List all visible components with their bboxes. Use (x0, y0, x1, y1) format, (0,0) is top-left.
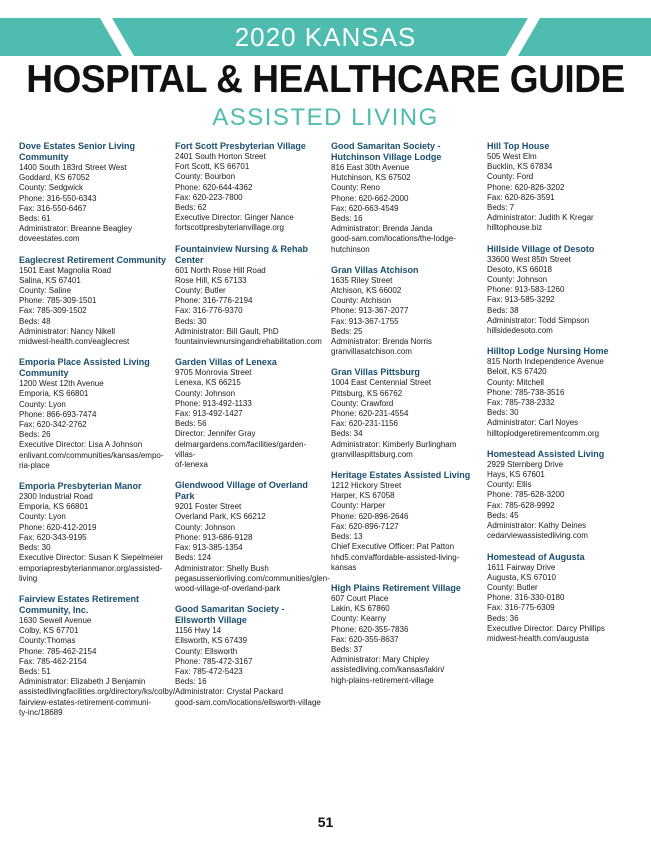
facility-detail: Administrator: Breanne Beagley (19, 224, 132, 234)
facility-detail: Fax: 620-342-2762 (19, 420, 87, 430)
facility-detail: Fax: 913-367-1755 (331, 316, 399, 326)
facility-detail: Harper, KS 67058 (331, 491, 395, 501)
facility-entry (331, 470, 481, 573)
facility-detail: Phone: 785-628-3200 (487, 490, 565, 500)
facility-detail: Beds: 25 (331, 326, 363, 336)
facility-detail: County: Lyon (19, 399, 66, 409)
facility-detail: Executive Director: Susan K Siepelmeier (19, 553, 164, 563)
facility-detail: Phone: 620-644-4362 (175, 182, 253, 192)
facility-detail: County: Johnson (487, 275, 548, 285)
facility-entry (175, 244, 325, 348)
listing-column (19, 141, 176, 801)
facility-name: Good Samaritan Society - Hutchinson Village Lodge (331, 141, 442, 162)
facility-detail: 1501 East Magnolia Road (19, 265, 112, 275)
facility-detail: Phone: 785-309-1501 (19, 296, 97, 306)
facility-name: Hillside Village of Desoto (487, 243, 595, 254)
facility-detail: 1400 South 183rd Street West (19, 163, 127, 172)
facility-detail: 1156 Hwy 14 (175, 626, 222, 636)
facility-detail: Atchison, KS 66002 (331, 286, 402, 296)
facility-entry (487, 552, 637, 645)
facility-detail: Beds: 51 (19, 666, 51, 676)
facility-detail: Desoto, KS 66018 (487, 264, 552, 274)
facility-detail: Beds: 26 (19, 430, 51, 440)
facility-detail: Fax: 913-585-3292 (487, 295, 555, 305)
facility-name: Fort Scott Presbyterian Village (175, 141, 306, 151)
facility-detail: Beds: 45 (487, 510, 519, 520)
facility-name: Hilltop Lodge Nursing Home (487, 346, 609, 357)
facility-detail: Fax: 620-896-7127 (331, 521, 399, 531)
facility-detail: 9705 Monrovia Street (175, 368, 252, 378)
facility-detail: Phone: 620-662-2000 (331, 193, 409, 203)
facility-detail: Phone: 620-412-2019 (19, 522, 97, 532)
facility-detail: Fort Scott, KS 66701 (175, 162, 250, 172)
facility-detail: Phone: 913-583-1260 (487, 285, 565, 295)
listing-column (175, 141, 330, 801)
facility-detail: County: Butler (487, 582, 538, 592)
facility-detail: County: Bourbon (175, 172, 236, 182)
facility-detail: Beds: 38 (487, 305, 519, 315)
facility-detail: Rose Hill, KS 67133 (175, 275, 247, 285)
facility-detail: Phone: 620-826-3202 (487, 182, 565, 192)
facility-name: Emporia Presbyterian Manor (19, 481, 142, 492)
facility-detail: Hutchinson, KS 67502 (331, 173, 411, 183)
facility-detail: County: Saline (19, 286, 72, 296)
facility-entry (487, 244, 637, 337)
facility-detail: Phone: 785-462-2154 (19, 646, 97, 656)
facility-name: Hill Top House (487, 141, 550, 151)
facility-detail: Beds: 7 (487, 203, 515, 213)
facility-detail: cedarviewassistedliving.com (487, 531, 588, 541)
facility-name: Gran Villas Pittsburg (331, 367, 420, 378)
facility-detail: Colby, KS 67701 (19, 626, 79, 636)
facility-name: Garden Villas of Lenexa (175, 357, 277, 368)
facility-detail: Phone: 316-550-6343 (19, 193, 97, 203)
facility-detail: midwest-health.com/eaglecrest (19, 337, 130, 347)
facility-entry (19, 255, 169, 348)
facility-detail: Beds: 124 (175, 553, 212, 563)
facility-detail: County: Ford (487, 172, 534, 182)
facility-name: Glendwood Village of Overland Park (175, 480, 308, 502)
facility-detail: Fax: 316-776-9370 (175, 306, 243, 316)
facility-detail: Fax: 620-826-3591 (487, 192, 555, 202)
facility-detail: Beds: 37 (331, 644, 363, 654)
facility-detail: 2929 Sternberg Drive (487, 459, 564, 469)
facility-entry (331, 583, 481, 686)
facility-detail: 505 West Elm (487, 152, 537, 161)
facility-detail: County: Mitchell (487, 377, 544, 387)
facility-detail: County: Butler (175, 286, 226, 296)
facility-detail: doveestates.com (19, 234, 80, 244)
facility-detail: Administrator: Bill Gault, PhD (175, 326, 279, 336)
facility-detail: County: Johnson (175, 522, 236, 532)
facility-entry (331, 141, 481, 255)
facility-detail: hhd5.com/affordable-assisted-living-kansas (331, 552, 460, 572)
facility-name: Eaglecrest Retirement Community (19, 254, 167, 265)
facility-detail: granvillaspittsburg.com (331, 449, 413, 459)
facility-detail: Fax: 316-775-6309 (487, 603, 555, 613)
facility-detail: Lakin, KS 67860 (331, 604, 390, 614)
facility-detail: Beds: 34 (331, 429, 363, 439)
facility-detail: 2401 South Horton Street (175, 152, 266, 161)
facility-name: Gran Villas Atchison (331, 264, 419, 275)
facility-entry (331, 265, 481, 358)
facility-detail: Phone: 316-330-0180 (487, 593, 565, 603)
facility-name: Homestead of Augusta (487, 551, 585, 562)
facility-detail: Lenexa, KS 66215 (175, 378, 241, 388)
facility-detail: Administrator: Shelly Bush (175, 563, 269, 573)
facility-detail: County: Reno (331, 183, 380, 193)
facility-detail: Augusta, KS 67010 (487, 572, 556, 582)
facility-detail: Beds: 62 (175, 203, 207, 213)
facility-detail: Fax: 620-231-1156 (331, 419, 399, 429)
facility-detail: Emporia, KS 66801 (19, 502, 89, 512)
facility-detail: Administrator: Judith K Kregar (487, 213, 594, 223)
facility-detail: County: Ellsworth (175, 646, 238, 656)
facility-detail: Administrator: Todd Simpson (487, 315, 590, 325)
facility-entry (19, 357, 169, 471)
facility-detail: Chief Executive Officer: Pat Patton (331, 542, 455, 552)
facility-entry (487, 141, 637, 234)
facility-detail: Phone: 620-231-4554 (331, 409, 409, 419)
facility-detail: Beds: 16 (175, 677, 207, 687)
facility-detail: Beds: 16 (331, 214, 363, 224)
facility-detail: Fax: 785-472-5423 (175, 666, 243, 676)
facility-name: Fountainview Nursing & Rehab Center (175, 243, 309, 265)
facility-detail: County: Atchison (331, 296, 392, 306)
facility-name: Heritage Estates Assisted Living (331, 470, 471, 481)
facility-detail: hillsidedesoto.com (487, 326, 553, 336)
listing-column (487, 141, 637, 801)
facility-detail: Administrator: Nancy Nikell (19, 326, 116, 336)
facility-name: Fairview Estates Retirement Community, Inc. (19, 593, 140, 615)
facility-detail: 1630 Sewell Avenue (19, 615, 92, 625)
facility-name: Good Samaritan Society - Ellsworth Village (175, 604, 285, 626)
facility-detail: Beds: 30 (175, 316, 207, 326)
facility-detail: Fax: 913-385-1354 (175, 543, 243, 553)
facility-detail: 1611 Fairway Drive (487, 562, 556, 572)
page-title: HOSPITAL & HEALTHCARE GUIDE (26, 58, 625, 101)
facility-detail: enlivant.com/communities/kansas/empo- ria-place (19, 450, 164, 470)
facility-detail: Beds: 36 (487, 613, 519, 623)
facility-detail: Fax: 785-738-2332 (487, 398, 555, 408)
facility-detail: pegasusseniorliving.com/communities/glen- wood-village-of-overland-park (175, 573, 330, 593)
facility-detail: Phone: 785-472-3167 (175, 656, 253, 666)
facility-detail: Phone: 913-492-1133 (175, 398, 252, 408)
facility-entry (19, 141, 169, 245)
facility-detail: Fax: 620-343-9195 (19, 532, 87, 542)
facility-detail: Ellsworth, KS 67439 (175, 636, 248, 646)
facility-detail: Bucklin, KS 67834 (487, 162, 553, 172)
facility-detail: 816 East 30th Avenue (331, 163, 410, 172)
facility-detail: Phone: 620-355-7836 (331, 624, 409, 634)
facility-detail: Administrator: Crystal Packard (175, 687, 284, 697)
facility-detail: County: Lyon (19, 512, 66, 522)
header-banner (0, 18, 651, 56)
facility-entry (487, 449, 637, 542)
facility-name: High Plains Retirement Village (331, 582, 461, 593)
facility-detail: Emporia, KS 66801 (19, 389, 89, 399)
facility-detail: Fax: 620-355-8637 (331, 634, 399, 644)
facility-detail: Goddard, KS 67052 (19, 173, 90, 183)
facility-detail: Fax: 316-550-6467 (19, 203, 87, 213)
facility-detail: 1004 East Centennial Street (331, 378, 432, 388)
facility-detail: 2300 Industrial Road (19, 492, 93, 502)
facility-detail: 9201 Foster Street (175, 502, 242, 512)
facility-detail: Fax: 620-223-7800 (175, 192, 243, 202)
facility-detail: hilltoplodgeretirementcomm.org (487, 428, 600, 438)
facility-entry (331, 367, 481, 460)
facility-detail: Director: Jennifer Gray (175, 429, 256, 439)
facility-detail: Fax: 913-492-1427 (175, 409, 243, 419)
facility-detail: Beds: 30 (19, 543, 51, 553)
facility-detail: Phone: 620-896-2646 (331, 511, 409, 521)
facility-detail: Salina, KS 67401 (19, 275, 81, 285)
facility-detail: Executive Director: Lisa A Johnson (19, 440, 143, 450)
facility-detail: Fax: 785-628-9992 (487, 500, 555, 510)
facility-detail: County: Sedgwick (19, 183, 84, 193)
facility-detail: Administrator: Kathy Deines (487, 521, 587, 531)
facility-detail: emporiapresbyterianmanor.org/assisted-living (19, 563, 163, 583)
facility-detail: Fax: 785-309-1502 (19, 306, 87, 316)
facility-detail: Fax: 620-663-4549 (331, 203, 399, 213)
facility-detail: assistedlivingfacilities.org/directory/ks/colby/ fairview-estates-retirement-communi- ty-inc/18689 (19, 687, 176, 717)
facility-detail: Administrator: Brenda Norris (331, 337, 432, 347)
facility-detail: fountainviewnursingandrehabilitation.com (175, 337, 322, 347)
facility-name: Homestead Assisted Living (487, 448, 605, 459)
facility-detail: Beds: 48 (19, 316, 51, 326)
facility-detail: hilltophouse.biz (487, 223, 543, 233)
facility-detail: Phone: 913-367-2077 (331, 306, 409, 316)
facility-detail: Executive Director: Ginger Nance (175, 213, 294, 223)
facility-detail: delmargardens.com/facilities/garden-villas- of-lenexa (175, 439, 307, 470)
facility-detail: 601 North Rose Hill Road (175, 265, 266, 275)
facility-detail: County:Thomas (19, 636, 76, 646)
facility-detail: assistedliving.com/kansas/lakin/ high-plains-retirement-village (331, 665, 445, 685)
facility-detail: Overland Park, KS 66212 (175, 512, 266, 522)
facility-detail: 1200 West 12th Avenue (19, 379, 104, 389)
facility-detail: County: Ellis (487, 480, 532, 490)
facility-detail: County: Crawford (331, 398, 394, 408)
facility-detail: Beds: 13 (331, 532, 363, 542)
facility-detail: County: Harper (331, 501, 386, 511)
facility-name: Dove Estates Senior Living Community (19, 141, 136, 162)
facility-detail: Phone: 785-738-3516 (487, 387, 565, 397)
facility-entry (175, 480, 330, 594)
facility-detail: 815 North Independence Avenue (487, 357, 604, 367)
facility-entry (19, 481, 169, 584)
facility-entry (175, 141, 325, 234)
facility-detail: 607 Court Place (331, 593, 389, 603)
facility-entry (175, 357, 325, 470)
facility-detail: Beds: 61 (19, 214, 51, 224)
facility-detail: midwest-health.com/augusta (487, 633, 589, 643)
banner-title: 2020 KANSAS (234, 22, 417, 52)
facility-entry (19, 593, 176, 718)
facility-detail: Beds: 30 (487, 408, 519, 418)
facility-detail: Fax: 785-462-2154 (19, 656, 87, 666)
facility-name: Emporia Place Assisted Living Community (19, 357, 150, 379)
facility-detail: granvillasatchison.com (331, 347, 412, 357)
page-number: 51 (317, 814, 334, 830)
facility-detail: Administrator: Elizabeth J Benjamin (19, 677, 146, 687)
facility-detail: Administrator: Mary Chipley (331, 655, 430, 665)
facility-detail: 1212 Hickory Street (331, 481, 402, 491)
facility-detail: Phone: 913-686-9128 (175, 532, 253, 542)
facility-detail: County: Johnson (175, 388, 236, 398)
facility-entry (175, 604, 325, 708)
facility-detail: Administrator: Kimberly Burlingham (331, 439, 457, 449)
facility-detail: good-sam.com/locations/ellsworth-village (175, 697, 321, 707)
facility-detail: Phone: 866-693-7474 (19, 409, 97, 419)
facility-detail: Phone: 316-776-2194 (175, 296, 253, 306)
facility-detail: Hays, KS 67601 (487, 470, 545, 480)
facility-detail: Pittsburg, KS 66762 (331, 388, 403, 398)
facility-detail: Beloit, KS 67420 (487, 367, 547, 377)
facility-detail: 1635 Riley Street (331, 275, 393, 285)
section-subtitle: ASSISTED LIVING (212, 104, 439, 131)
facility-detail: good-sam.com/locations/the-lodge-hutchinson (331, 234, 456, 254)
facility-entry (487, 346, 637, 439)
listing-columns (19, 141, 635, 801)
listing-column (331, 141, 481, 801)
facility-detail: Administrator: Brenda Janda (331, 224, 433, 234)
facility-detail: Executive Director: Darcy Phillips (487, 623, 605, 633)
facility-detail: County: Kearny (331, 614, 387, 624)
facility-detail: fortscottpresbyterianvillage.org (175, 223, 284, 233)
facility-detail: Beds: 56 (175, 419, 207, 429)
facility-detail: Administrator: Carl Noyes (487, 418, 579, 428)
facility-detail: 33600 West 85th Street (487, 254, 571, 264)
